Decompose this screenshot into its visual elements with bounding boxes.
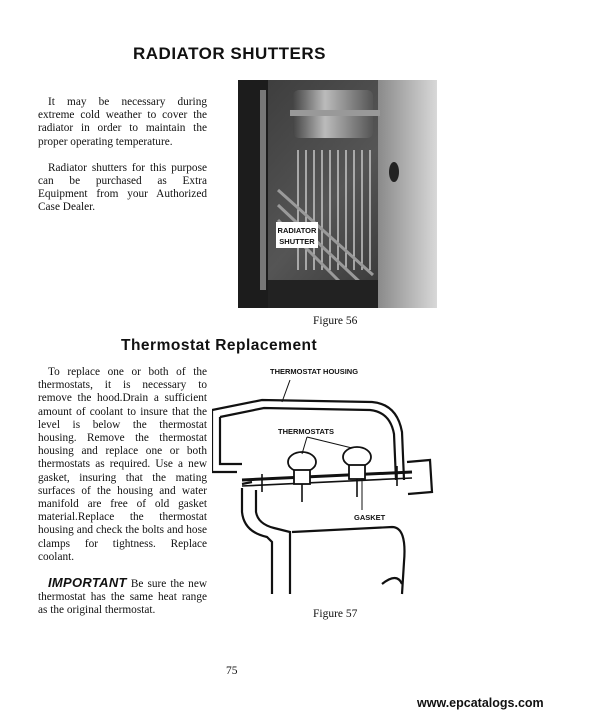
- page-number: 75: [226, 665, 238, 677]
- label-thermostats: THERMOSTATS: [278, 427, 334, 436]
- label-gasket: GASKET: [354, 513, 386, 522]
- important-label: IMPORTANT: [48, 575, 127, 591]
- radiator-paragraph-1: It may be necessary during extreme cold weather to cover the radiator in order to maintain the proper operating temperature.: [38, 96, 207, 148]
- radiator-shutter-image: [238, 80, 437, 308]
- thermostat-text-block: [38, 366, 207, 618]
- section-title-radiator-shutters: RADIATOR SHUTTERS: [133, 44, 326, 63]
- figure-56-caption: Figure 56: [313, 315, 358, 327]
- thermostat-diagram-svg: [212, 362, 442, 602]
- thermostat-diagram: [212, 362, 442, 602]
- important-text: Be sure the new thermostat has the same heat range as the original thermostat.: [38, 578, 207, 617]
- photo-label-shutter: SHUTTER: [279, 237, 315, 246]
- radiator-paragraph-2: Radiator shutters for this purpose can be purchased as Extra Equipment from your Authorized Case Dealer.: [38, 161, 207, 214]
- thermostat-paragraph: To replace one or both of the thermostats, it is necessary to remove the hood.Drain a sufficient amount of coolant to insure that the level is below the thermostat housing. Remove the thermostat housing and replace one or both thermostats as required. Use a new gasket, insuring that the mating surfaces of the housing and water manifold are free of old gasket material.Replace the thermostat housing and check the bolts and hose clamps for tightness. Replace coolant.: [38, 366, 207, 563]
- section-title-thermostat-replacement: Thermostat Replacement: [121, 337, 318, 354]
- photo-label-radiator: RADIATOR: [277, 226, 317, 235]
- figure-57-caption: Figure 57: [313, 608, 358, 620]
- important-note: [38, 576, 207, 618]
- radiator-shutter-photo: [238, 80, 437, 308]
- footer-url-link[interactable]: www.epcatalogs.com: [417, 696, 544, 710]
- radiator-text-block: [38, 96, 207, 215]
- label-thermostat-housing: THERMOSTAT HOUSING: [270, 367, 359, 376]
